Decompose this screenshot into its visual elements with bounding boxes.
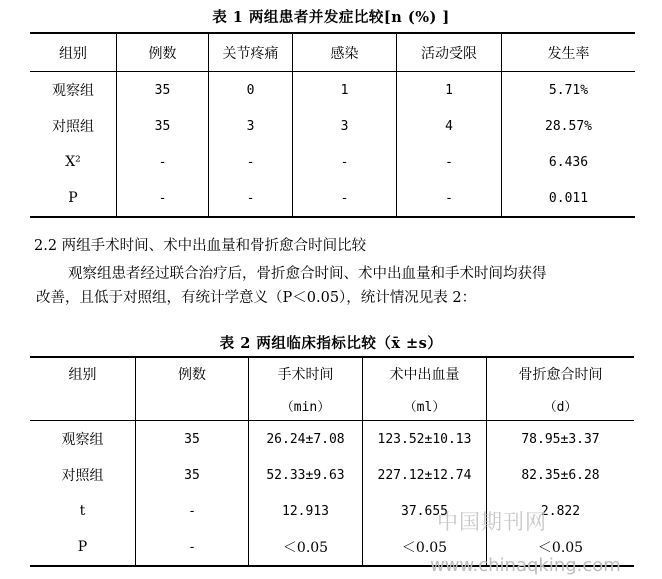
table-cell: 26.24±7.08 [249, 421, 363, 458]
table-cell: - [209, 180, 293, 217]
table-cell: 35 [136, 421, 249, 458]
header-cell: 发生率 [502, 33, 636, 72]
header-cell: 术中出血量 [363, 357, 487, 390]
table-cell: 4 [397, 108, 502, 144]
table-row [30, 529, 634, 566]
header-cell: 感染 [293, 33, 397, 72]
watermark-url: www.chinaqking.com [430, 555, 621, 576]
watermark-logo-text: 中国期刊网 [437, 510, 547, 534]
complication-table [30, 32, 635, 218]
table-cell: - [136, 493, 249, 529]
table-cell: 82.35±6.28 [487, 457, 635, 493]
table-cell: 35 [117, 108, 209, 144]
table-cell: 12.913 [249, 493, 363, 529]
paragraph-line: 观察组患者经过联合治疗后，骨折愈合时间、术中出血量和手术时间均获得 [68, 266, 547, 282]
unit-cell: （d） [487, 390, 635, 421]
table-cell: X² [65, 154, 81, 170]
table-cell: 2.822 [487, 493, 635, 529]
table-cell: 5.71% [502, 72, 636, 109]
header-cell: 组别 [68, 367, 97, 383]
table-cell: P [77, 539, 88, 555]
header-cell: 手术时间 [249, 357, 363, 390]
table-cell: - [293, 144, 397, 180]
table2-caption: 表 2 两组临床指标比较（x̄ ±s） [219, 335, 443, 352]
unit-cell: （min） [249, 390, 363, 421]
table1-caption: 表 1 两组患者并发症比较[n (%) ] [212, 9, 450, 26]
table-cell: 78.95±3.37 [487, 421, 635, 458]
table-cell: 对照组 [52, 119, 94, 135]
table-cell: 1 [397, 72, 502, 109]
table-cell: ＜0.05 [487, 529, 635, 566]
table-cell: 35 [136, 457, 249, 493]
table-cell: 123.52±10.13 [363, 421, 487, 458]
table-row [30, 421, 634, 458]
table-cell: - [136, 529, 249, 566]
table-cell: 观察组 [52, 83, 94, 99]
table-cell: - [397, 144, 502, 180]
paragraph-line: 改善，且低于对照组，有统计学意义（P＜0.05），统计情况见表 2： [36, 290, 477, 306]
table-row [30, 457, 634, 493]
unit-cell [30, 390, 136, 421]
table-cell: - [397, 180, 502, 217]
table-row [30, 493, 634, 529]
unit-cell [136, 390, 249, 421]
table-cell: 3 [293, 108, 397, 144]
table-cell: 观察组 [61, 432, 104, 448]
header-cell: 骨折愈合时间 [487, 357, 635, 390]
table-cell: P [68, 190, 78, 206]
header-cell: 例数 [117, 33, 209, 72]
table-header-row [30, 33, 635, 72]
table-cell: t [79, 503, 86, 519]
table-row [30, 180, 635, 217]
section-heading: 2.2 两组手术时间、术中出血量和骨折愈合时间比较 [34, 238, 367, 254]
table-cell: 对照组 [61, 468, 104, 484]
clinical-indicator-table [30, 356, 634, 567]
table-row [30, 108, 635, 144]
table-cell: - [293, 180, 397, 217]
table-cell: ＜0.05 [249, 529, 363, 566]
table-cell: 3 [209, 108, 293, 144]
unit-cell: （ml） [363, 390, 487, 421]
table-cell: 6.436 [502, 144, 636, 180]
table-cell: 0 [209, 72, 293, 109]
table-cell: ＜0.05 [363, 529, 487, 566]
table-cell: - [117, 144, 209, 180]
table-cell: - [117, 180, 209, 217]
table-cell: 28.57% [502, 108, 636, 144]
header-cell: 组别 [30, 33, 117, 72]
table-row [30, 144, 635, 180]
table-header-row [30, 357, 634, 390]
table-cell: 37.655 [363, 493, 487, 529]
table-cell: 227.12±12.74 [363, 457, 487, 493]
body-paragraph [36, 262, 636, 310]
table-unit-row [30, 390, 634, 421]
table-cell: 0.011 [502, 180, 636, 217]
header-cell: 例数 [136, 357, 249, 390]
table-cell: 1 [293, 72, 397, 109]
header-cell: 关节疼痛 [209, 33, 293, 72]
table-cell: 52.33±9.63 [249, 457, 363, 493]
header-cell: 活动受限 [397, 33, 502, 72]
table-cell: 35 [117, 72, 209, 109]
table-cell: - [209, 144, 293, 180]
table-row [30, 72, 635, 109]
